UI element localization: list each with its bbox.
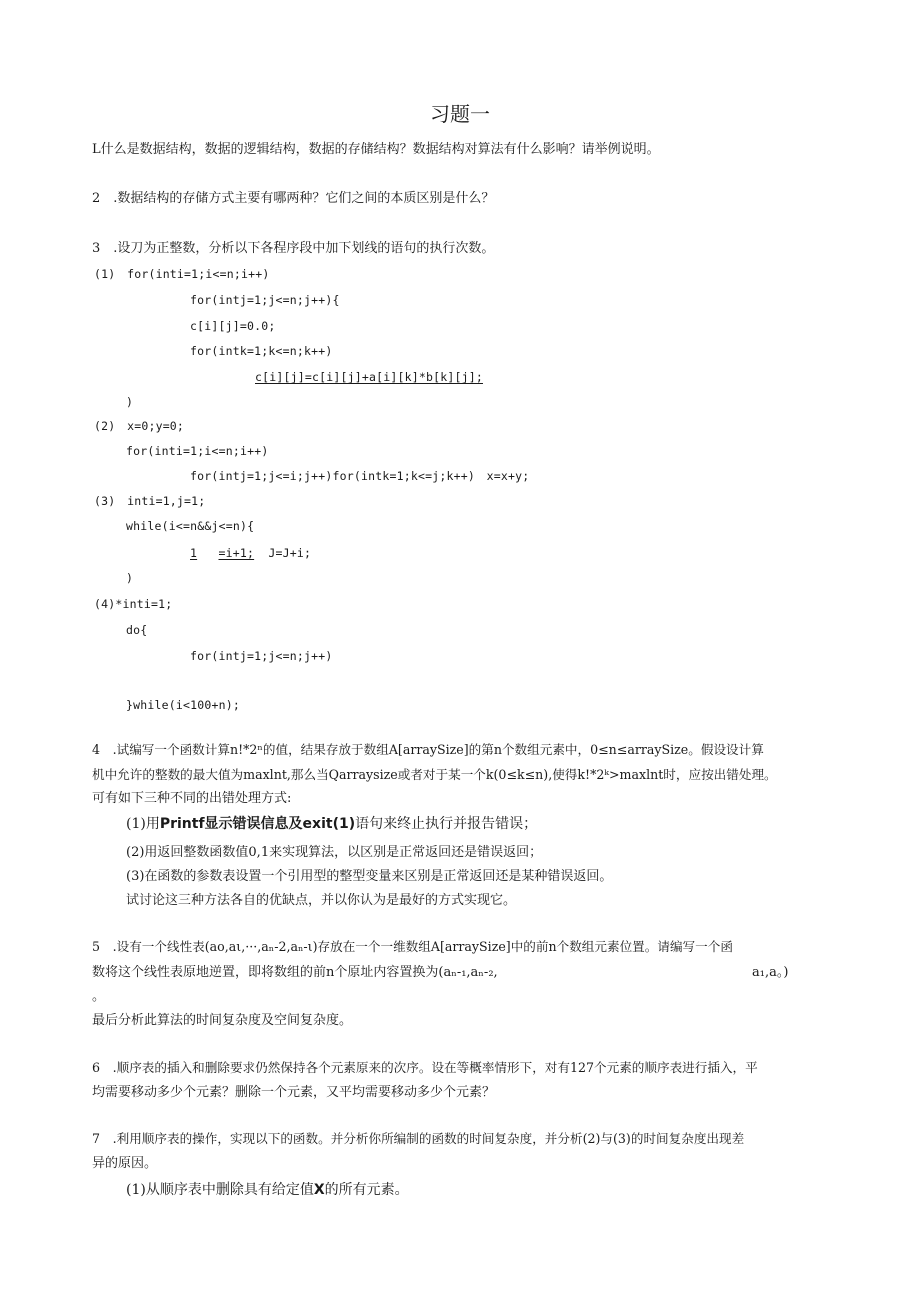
question-7-line: 7 .利用顺序表的操作，实现以下的函数。并分析你所编制的函数的时间复杂度，并分析(2)与(3)的时间复杂度出现差 bbox=[92, 1131, 745, 1146]
code-token-underlined: =i+1; bbox=[218, 546, 255, 560]
code-line: (1) for(inti=1;i<=n;i++) bbox=[94, 267, 270, 281]
code-line: ) bbox=[126, 571, 134, 585]
question-2: 2 .数据结构的存储方式主要有哪两种？它们之间的本质区别是什么？ bbox=[92, 191, 495, 206]
code-line: do{ bbox=[126, 623, 148, 637]
code-line: for(intj=1;j<=i;j++)for(intk=1;k<=j;k++) x=x+y; bbox=[190, 469, 530, 483]
question-4-option-3: (3)在函数的参数表设置一个引用型的整型变量来区别是正常返回还是某种错误返回。 bbox=[126, 869, 613, 884]
option-text: 语句来终止执行并报告错误； bbox=[355, 816, 538, 832]
code-line: while(i<=n&&j<=n){ bbox=[126, 519, 255, 533]
question-4-option-1 bbox=[126, 815, 537, 833]
code-line bbox=[190, 544, 311, 562]
page-title: 习题一 bbox=[430, 102, 490, 126]
question-1: L什么是数据结构，数据的逻辑结构，数据的存储结构？数据结构对算法有什么影响？请举例说明。 bbox=[92, 142, 660, 157]
question-5-line: 5 .设有一个线性表(ao,aι,···,aₙ-2,aₙ-ι)存放在一个一维数组A[arraySize]中的前n个数组元素位置。请编写一个函 bbox=[92, 939, 733, 954]
question-6-line: 均需要移动多少个元素？删除一个元素，又平均需要移动多少个元素？ bbox=[92, 1085, 496, 1100]
code-line: for(intj=1;j<=n;j++){ bbox=[190, 293, 340, 307]
question-5-line: 。 bbox=[92, 989, 106, 1004]
code-token-underlined: 1 bbox=[190, 546, 198, 560]
question-7-line: 异的原因。 bbox=[92, 1156, 158, 1171]
question-5-line: 数将这个线性表原地逆置，即将数组的前n个原址内容置换为(aₙ-₁,aₙ-₂, bbox=[92, 965, 498, 980]
code-line: for(intj=1;j<=n;j++) bbox=[190, 649, 333, 663]
code-line: (4)*inti=1; bbox=[94, 597, 173, 611]
question-5-line: a₁,a。) bbox=[752, 965, 789, 980]
code-line: (3) inti=1,j=1; bbox=[94, 494, 206, 508]
question-6-line: 6 .顺序表的插入和删除要求仍然保持各个元素原来的次序。设在等概率情形下，对有127个元素的顺序表进行插入，平 bbox=[92, 1060, 758, 1075]
code-line: for(intk=1;k<=n;k++) bbox=[190, 344, 333, 358]
question-4-line: 4 .试编写一个函数计算n!*2ⁿ的值，结果存放于数组A[arraySize]的第n个数组元素中，0≤n≤arraySize。假设设计算 bbox=[92, 742, 764, 757]
option-text-bold: X bbox=[313, 1182, 325, 1198]
code-line: c[i][j]=0.0; bbox=[190, 319, 276, 333]
question-4-option-2: (2)用返回整数函数值0,1来实现算法，以区别是正常返回还是错误返回； bbox=[126, 845, 543, 860]
code-line: (2) x=0;y=0; bbox=[94, 419, 185, 433]
option-text: (1)用 bbox=[126, 816, 160, 832]
question-5-line: 最后分析此算法的时间复杂度及空间复杂度。 bbox=[92, 1013, 353, 1028]
question-3: 3 .设刀为正整数，分析以下各程序段中加下划线的语句的执行次数。 bbox=[92, 241, 495, 256]
question-4-line: 可有如下三种不同的出错处理方式: bbox=[92, 791, 292, 806]
question-4-conclusion: 试讨论这三种方法各自的优缺点，并以你认为是最好的方式实现它。 bbox=[126, 893, 517, 908]
question-7-option-1 bbox=[126, 1181, 409, 1199]
code-line: }while(i<100+n); bbox=[126, 698, 240, 712]
question-4-line: 机中允许的整数的最大值为maxlnt,那么当Qarraysize或者对于某一个k(0≤k≤n),使得k!*2ᵏ>maxlnt时，应按出错处理。 bbox=[92, 767, 777, 782]
option-text: (1)从顺序表中删除具有给定值 bbox=[126, 1182, 314, 1198]
code-token: J=J+i; bbox=[268, 546, 312, 560]
option-text-bold: Printf显示错误信息及exit(1) bbox=[159, 816, 356, 832]
code-line: ) bbox=[126, 395, 134, 409]
code-line: for(inti=1;i<=n;i++) bbox=[126, 444, 269, 458]
code-line-underlined: c[i][j]=c[i][j]+a[i][k]*b[k][j]; bbox=[255, 370, 483, 384]
option-text: 的所有元素。 bbox=[324, 1182, 409, 1198]
